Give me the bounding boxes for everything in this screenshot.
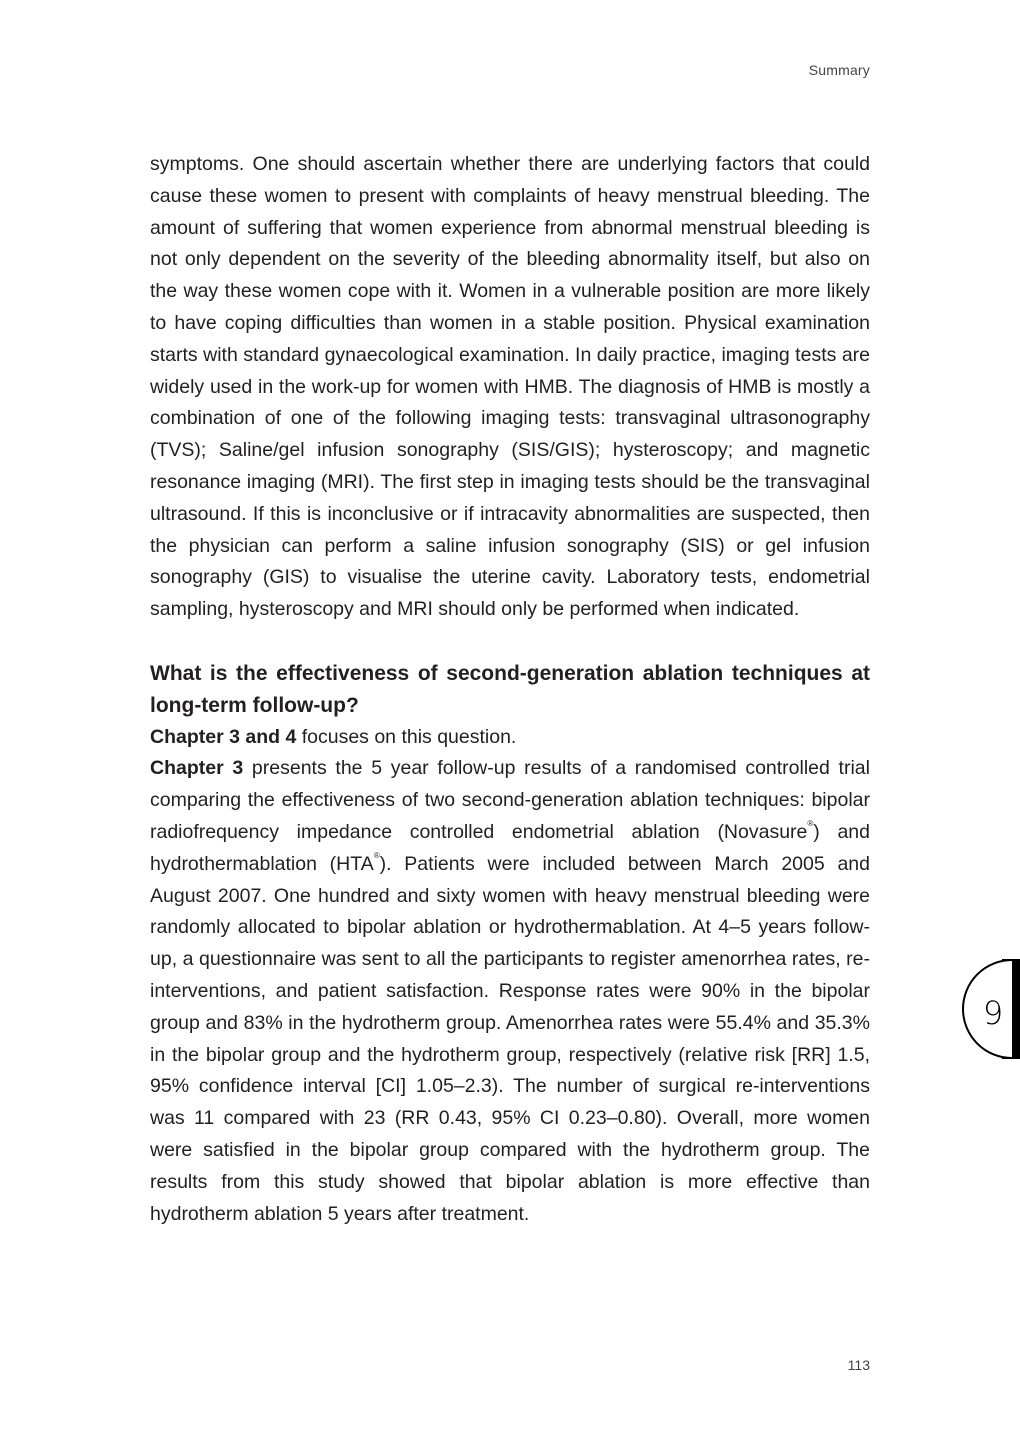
registered-mark: ® <box>807 818 814 828</box>
main-text <box>150 149 870 1230</box>
chapter-ref-bold: Chapter 3 <box>150 757 244 780</box>
paragraph-chapter-intro <box>150 722 870 754</box>
paragraph-text: ) and hydrothermablation (HTA <box>150 820 870 875</box>
paragraph-chapter-3 <box>150 753 870 1230</box>
section-heading: What is the effectiveness of second-generation ablation techniques at long-term follow-up? <box>150 661 870 717</box>
running-header: Summary <box>808 62 870 78</box>
chapter-number: 9 <box>982 994 1004 1032</box>
chapter-ref-bold: Chapter 3 and 4 <box>150 725 297 748</box>
paragraph-text: focuses on this question. <box>296 725 517 748</box>
paragraph-text: presents the 5 year follow-up results of a randomised controlled trial comparing the effectiveness of two second-generation ablation techniques: bipolar radiofrequency impedance controlled endometrial ablation (Novasure <box>150 757 870 843</box>
page-number: 113 <box>847 1357 870 1373</box>
paragraph-text: ). Patients were included between March 2005 and August 2007. One hundred and sixty women with heavy menstrual bleeding were randomly allocated to bipolar ablation or hydrothermablation. At 4–5 years follow-up, a questionnaire was sent to all the participants to register amenorrhea rates, re-interventions, and patient satisfaction. Response rates were 90% in the bipolar group and 83% in the hydrotherm group. Amenorrhea rates were 55.4% and 35.3% in the bipolar group and the hydrotherm group, respectively (relative risk [RR] 1.5, 95% confidence interval [CI] 1.05–2.3). The number of surgical re-interventions was 11 compared with 23 (RR 0.43, 95% CI 0.23–0.80). Overall, more women were satisfied in the bipolar group compared with the hydrotherm group. The results from this study showed that bipolar ablation is more effective than hydrotherm ablation 5 years after treatment. <box>150 852 870 1225</box>
paragraph-diagnosis: symptoms. One should ascertain whether there are underlying factors that could cause these women to present with complaints of heavy menstrual bleeding. The amount of suffering that women experience from abnormal menstrual bleeding is not only dependent on the severity of the bleeding abnormality itself, but also on the way these women cope with it. Women in a vulnerable position are more likely to have coping difficulties than women in a stable position. Physical examination starts with standard gynaecological examination. In daily practice, imaging tests are widely used in the work-up for women with HMB. The diagnosis of HMB is mostly a combination of one of the following imaging tests: transvaginal ultrasonography (TVS); Saline/gel infusion sonography (SIS/GIS); hysteroscopy; and magnetic resonance imaging (MRI). The first step in imaging tests should be the transvaginal ultrasound. If this is inconclusive or if intracavity abnormalities are suspected, then the physician can perform a saline infusion sonography (SIS) or gel infusion sonography (GIS) to visualise the uterine cavity. Laboratory tests, endometrial sampling, hysteroscopy and MRI should only be performed when indicated. <box>150 153 870 621</box>
registered-mark: ® <box>373 850 380 860</box>
chapter-tab <box>962 959 1020 1059</box>
